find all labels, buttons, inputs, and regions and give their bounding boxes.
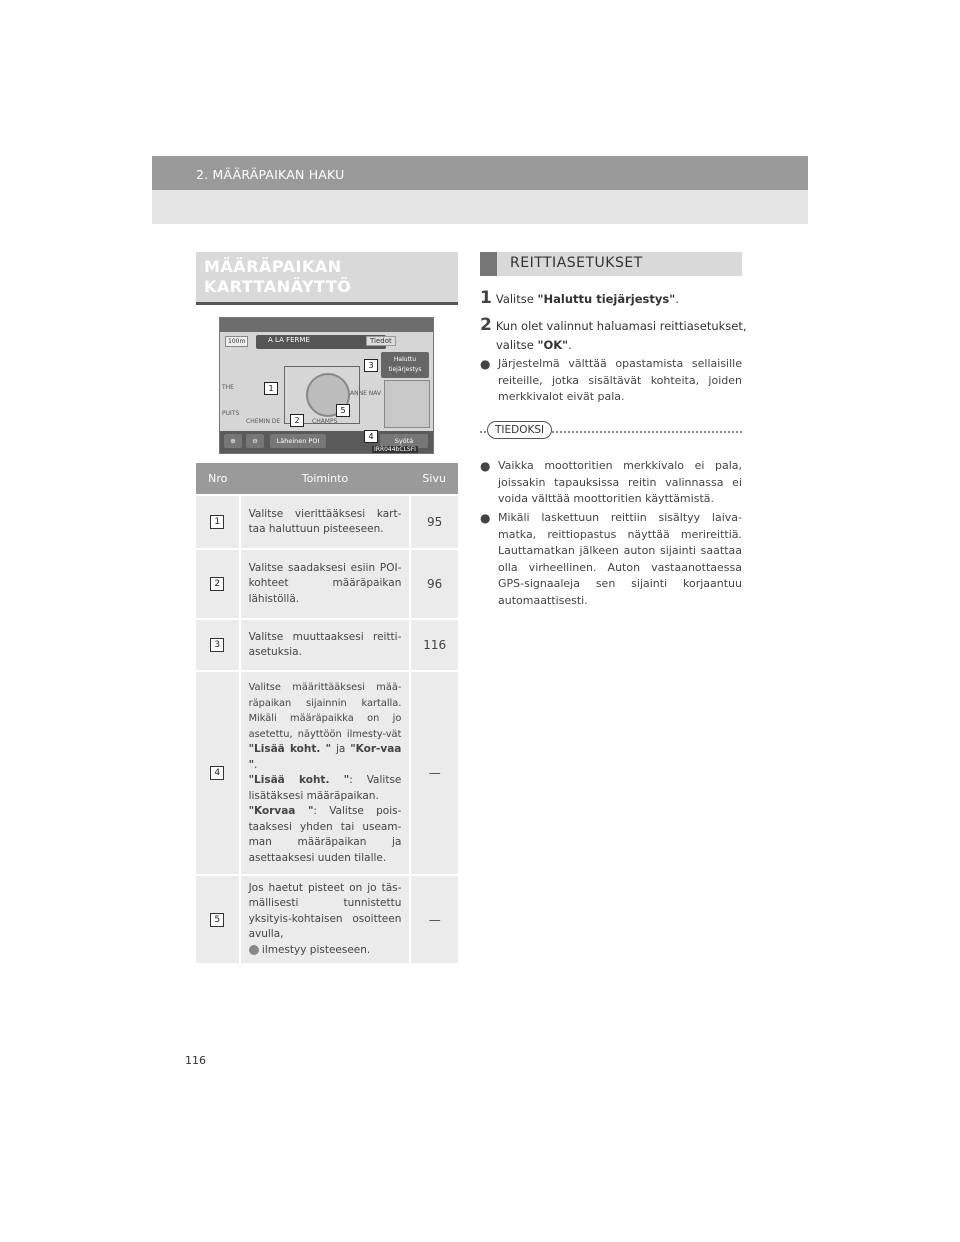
route-preference-button [381,352,429,378]
row-text: Valitse vierittääksesi kart-taa haluttuun pisteeseen. [240,495,411,549]
row-page: — [410,671,458,875]
person-pin-icon [249,945,259,955]
header-action: Toiminto [240,463,411,495]
row-number-cell [196,495,240,549]
header-page: Sivu [410,463,458,495]
table-row [196,875,458,963]
left-section-heading [196,252,458,305]
right-heading-text: REITTIASETUKSET [510,255,643,271]
row-number: 2 [210,577,224,591]
row4-conj: ja [331,743,351,755]
map-label: THE [222,384,234,391]
row4-text-3: : Valitse lisätäksesi määräpaikan. [248,774,402,802]
replace-label-2: "Korvaa " [248,805,314,817]
step-1-number: 1 [480,288,492,308]
row-number: 1 [210,515,224,529]
table-row [196,671,458,875]
enter-button: Syötä [380,434,428,448]
step-2-bold: "OK" [537,338,569,352]
row-text: Valitse saadaksesi esiin POI-kohteet määräpaikan lähistöllä. [240,549,411,619]
row-page: 96 [410,549,458,619]
row-number-cell [196,875,240,963]
heading-square [480,252,497,276]
replace-label: "Kor-vaa " [248,743,402,771]
row-page: 95 [410,495,458,549]
step-2-end: . [568,338,572,352]
note-1-text: Vaikka moottoritien merkkivalo ei pala, joissakin tapauksissa reitin valinnassa ei voida välttää moottoritien käyttämistä. [498,459,742,505]
note-label: TIEDOKSI [487,421,552,439]
step-2 [480,316,747,355]
table-header-row [196,463,458,495]
note-1 [480,458,742,508]
nearby-poi-button: Läheinen POI [270,434,326,448]
table-row [196,549,458,619]
row-text: Valitse muuttaaksesi reitti-asetuksia. [240,619,411,671]
header-no: Nro [196,463,240,495]
row5-text-1: Jos haetut pisteet on jo täs-mällisesti tunnistettu yksityis-kohtaisen osoitteen avulla, [248,881,402,941]
info-button: Tiedot [366,336,396,346]
scale-indicator: 100m [225,336,248,347]
table-row [196,619,458,671]
bullet-dot-icon: ● [480,357,491,371]
pref-line-2: tiejärjestys [388,366,422,373]
step-1-bold: "Haluttu tiejärjestys" [537,292,676,306]
row4-text-4: : Valitse pois-taaksesi yhden tai useam-man määräpaikan ja asettaaksesi uuden tilalle. [248,805,402,864]
heading-line-2: KARTTANÄYTTÖ [204,277,352,296]
row-number-cell [196,671,240,875]
step-1-text: Valitse [495,292,538,306]
map-label: ANNE NAV [350,390,382,397]
callout-marker-1: 1 [264,382,278,395]
bullet-1-text: Järjestelmä välttää opastamista sellaisille reiteille, jotka sisältävät kohteita, joiden merkkivalot eivät pala. [498,357,742,403]
row4-text-1: Valitse määrittääksesi mää-räpaikan sijainnin kartalla. Mikäli määräpaikka on jo asetettu, näyttöön ilmesty-vät [248,682,402,740]
step-2-text2: valitse [496,338,538,352]
page-number: 116 [185,1054,206,1067]
screen-top-bar [220,318,433,332]
map-label: CHEMIN DE [246,418,281,425]
row5-text-2: ilmestyy pisteeseen. [258,943,371,956]
map-label: PUITS [222,410,240,417]
step-2-number: 2 [480,315,492,335]
callout-marker-5: 5 [336,404,350,417]
zoom-out-icon: ⊖ [246,434,264,448]
header-subband [152,190,808,224]
function-table [196,463,458,963]
section-title: 2. MÄÄRÄPAIKAN HAKU [196,167,345,182]
row-number-cell [196,549,240,619]
note-2 [480,510,742,609]
heading-line-1: MÄÄRÄPAIKAN [204,257,342,276]
row-number: 4 [210,766,224,780]
add-dest-label: "Lisää koht. " [248,743,332,755]
row-page: 116 [410,619,458,671]
bullet-dot-icon: ● [480,511,491,525]
route-icons-panel [384,380,430,428]
table-row [196,495,458,549]
callout-marker-4: 4 [364,430,378,443]
callout-marker-3: 3 [364,359,378,372]
map-screen-illustration [219,317,434,454]
row-number: 3 [210,638,224,652]
pref-line-1: Haluttu [393,356,417,363]
add-dest-label-2: "Lisää koht. " [248,774,350,786]
step-1-end: . [675,292,679,306]
callout-marker-2: 2 [290,414,304,427]
zoom-in-icon: ⊕ [224,434,242,448]
image-code: IRR044bCLSFI [374,446,416,453]
bullet-dot-icon: ● [480,459,491,473]
row-number: 5 [210,913,224,927]
left-heading-text [204,257,351,297]
row4-period: . [254,758,258,771]
right-section-heading [480,252,742,276]
map-label: CHAMPS [312,418,338,425]
step-1 [480,289,679,309]
row-text [240,875,411,963]
step-2-text: Kun olet valinnut haluamasi reittiasetukset, [495,319,747,333]
row-number-cell [196,619,240,671]
bullet-1 [480,356,742,406]
note-2-text: Mikäli laskettuun reittiin sisältyy laiva-matka, reittiopastus näyttää merireittiä. Lauttamatkan jälkeen auton sijainti saattaa olla virheellinen. Auton vastaanottaessa GPS-signaaleja sen sijainti korjaantuu automaattisesti. [498,511,742,607]
row-text [240,671,411,875]
address-text: A LA FERME [268,336,310,344]
row-page: — [410,875,458,963]
